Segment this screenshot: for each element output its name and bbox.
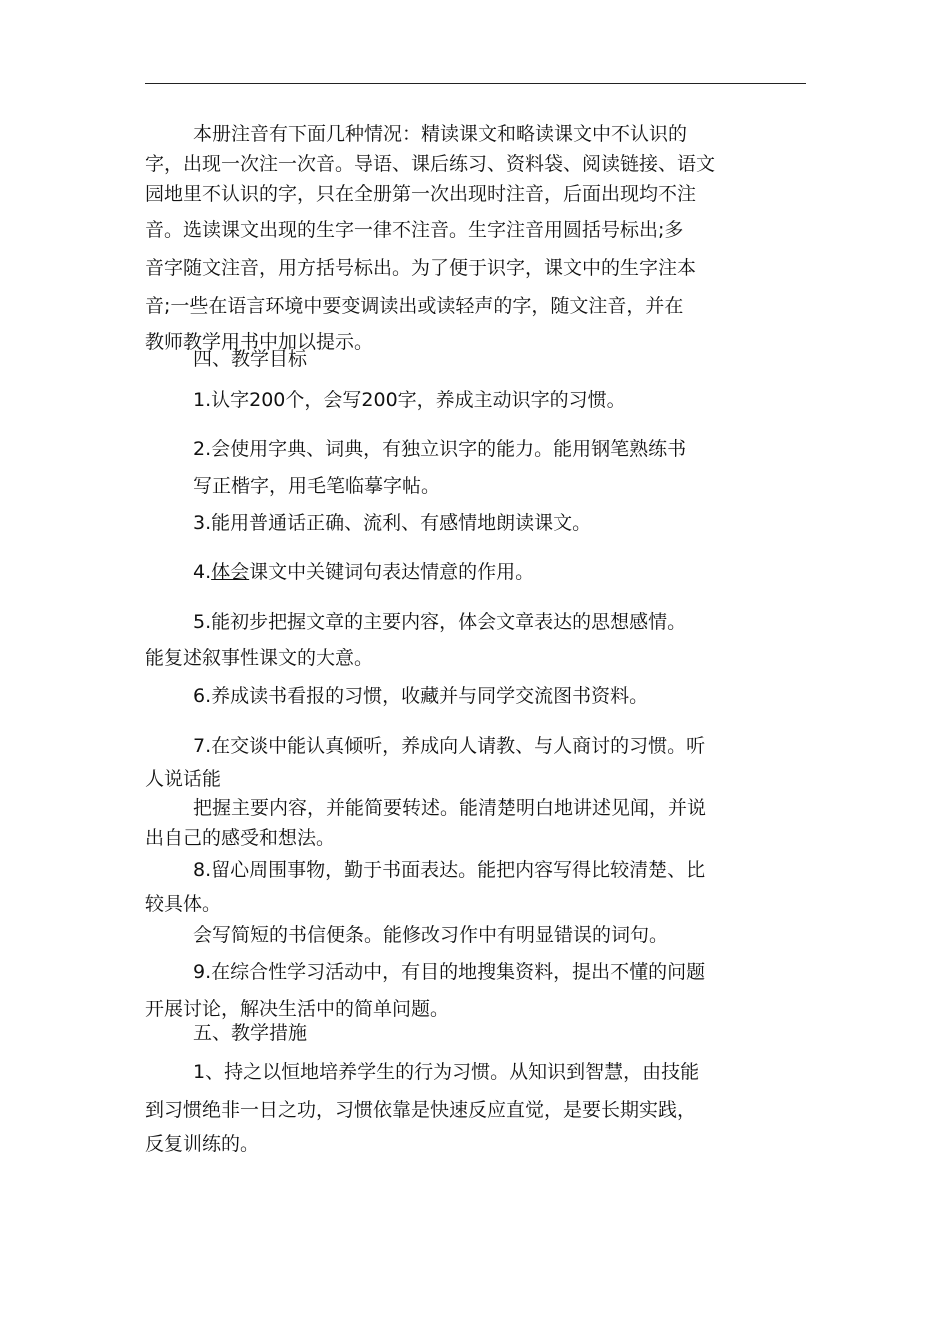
- header-rule: [145, 83, 806, 84]
- text-line: 教师教学用书中加以提示。: [145, 331, 374, 353]
- section-heading: 四、教学目标: [193, 348, 308, 370]
- goal-8: [145, 851, 806, 951]
- goal-4-underlined-text: 体会: [211, 561, 250, 583]
- intro-paragraph: [145, 119, 806, 359]
- text-line: 人说话能: [145, 768, 222, 790]
- text-line: 会写简短的书信便条。能修改习作中有明显错误的词句。: [193, 924, 669, 946]
- goal-9: [145, 953, 806, 1027]
- text-line: 反复训练的。: [145, 1133, 260, 1155]
- goal-6: 6.养成读书看报的习惯，收藏并与同学交流图书资料。: [193, 685, 649, 707]
- text-line: 较具体。: [145, 893, 222, 915]
- goal-4-text: 课文中关键词句表达情意的作用。: [249, 561, 535, 583]
- text-line: 能复述叙事性课文的大意。: [145, 647, 374, 669]
- text-line: 字，出现一次注一次音。导语、课后练习、资料袋、阅读链接、语文: [145, 153, 716, 175]
- text-line: 音。选读课文出现的生字一律不注音。生字注音用圆括号标出;多: [145, 219, 684, 241]
- measure-1: [145, 1053, 806, 1159]
- goal-5: [145, 603, 806, 675]
- text-line: 8.留心周围事物，勤于书面表达。能把内容写得比较清楚、比: [193, 859, 706, 881]
- text-line: 把握主要内容，并能简要转述。能清楚明白地讲述见闻，并说: [193, 797, 707, 819]
- goal-1: 1.认字200个，会写200字，养成主动识字的习惯。: [193, 389, 626, 411]
- text-line: 出自己的感受和想法。: [145, 827, 336, 849]
- goal-4: [145, 553, 854, 591]
- text-line: 开展讨论，解决生活中的简单问题。: [145, 998, 450, 1020]
- goal-2: [145, 429, 806, 503]
- text-line: 1、持之以恒地培养学生的行为习惯。从知识到智慧，由技能: [193, 1061, 700, 1083]
- text-line: 音字随文注音，用方括号标出。为了便于识字，课文中的生字注本: [145, 257, 697, 279]
- text-line: 写正楷字，用毛笔临摹字帖。: [193, 475, 441, 497]
- text-line: 9.在综合性学习活动中，有目的地搜集资料，提出不懂的问题: [193, 961, 706, 983]
- text-line: 5.能初步把握文章的主要内容，体会文章表达的思想感情。: [193, 611, 687, 633]
- text-line: 音;一些在语言环境中要变调读出或读轻声的字，随文注音，并在: [145, 295, 684, 317]
- goal-4-number: 4.: [193, 561, 212, 583]
- section-heading: 五、教学措施: [193, 1022, 308, 1044]
- text-line: 7.在交谈中能认真倾听，养成向人请教、与人商讨的习惯。听: [193, 735, 706, 757]
- goal-7: [145, 727, 806, 853]
- text-line: 本册注音有下面几种情况：精读课文和略读课文中不认识的: [193, 123, 688, 145]
- text-line: 2.会使用字典、词典，有独立识字的能力。能用钢笔熟练书: [193, 438, 687, 460]
- text-line: 到习惯绝非一日之功，习惯依靠是快速反应直觉，是要长期实践，: [145, 1099, 697, 1121]
- text-line: 园地里不认识的字，只在全册第一次出现时注音，后面出现均不注: [145, 183, 697, 205]
- goal-3: 3.能用普通话正确、流利、有感情地朗读课文。: [193, 512, 592, 534]
